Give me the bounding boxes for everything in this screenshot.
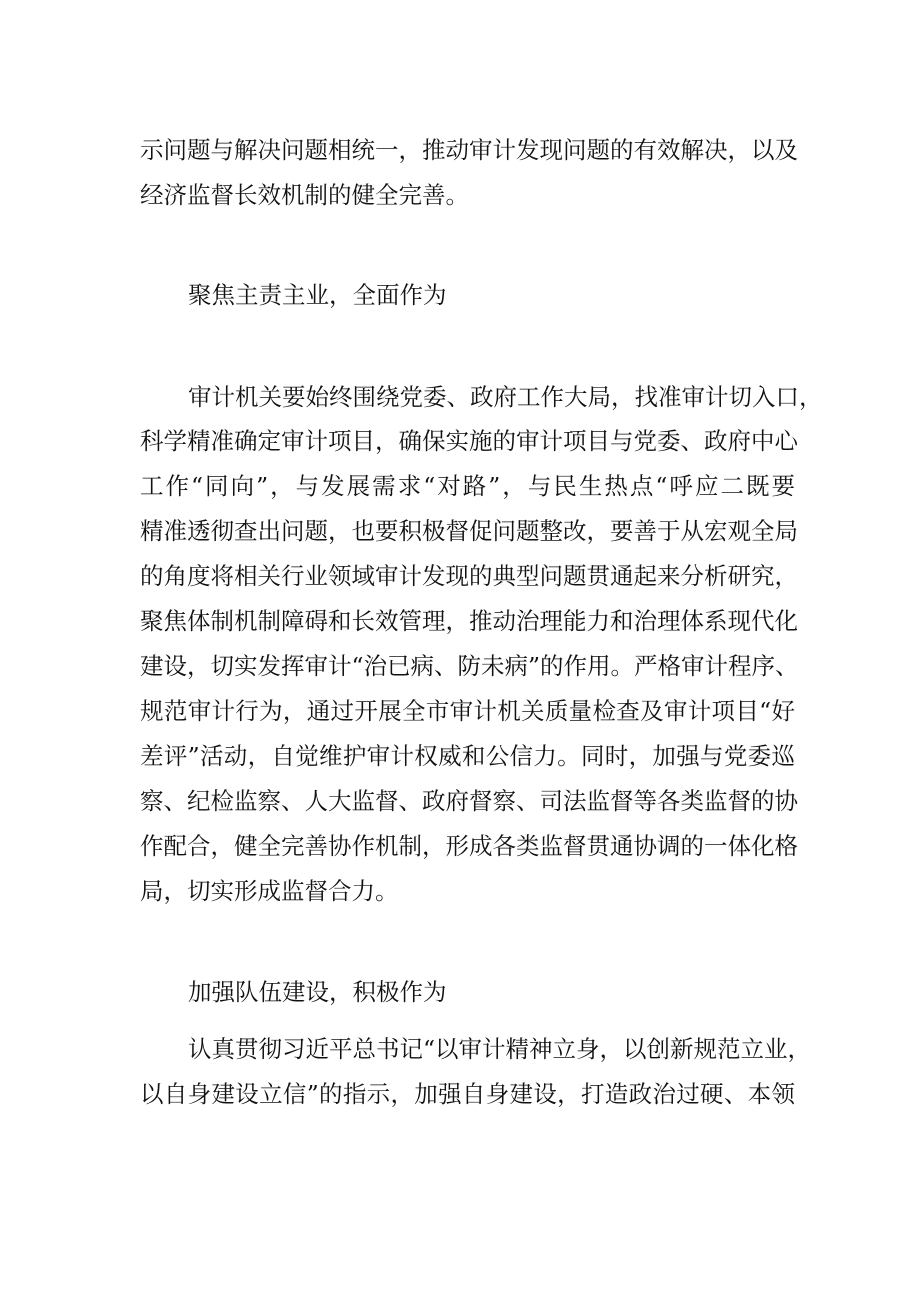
paragraph-line: 审计机关要始终围绕党委、政府工作大局，找准审计切入口， <box>188 383 823 411</box>
paragraph-line: 建设，切实发挥审计“治已病、防未病”的作用。严格审计程序、 <box>140 652 799 680</box>
paragraph-line: 以自身建设立信”的指示，加强自身建设，打造政治过硬、本领 <box>140 1080 795 1108</box>
paragraph-line: 聚焦体制机制障碍和长效管理，推动治理能力和治理体系现代化 <box>140 607 798 635</box>
paragraph-line: 局，切实形成监督合力。 <box>140 877 399 905</box>
paragraph-line: 示问题与解决问题相统一，推动审计发现问题的有效解决，以及 <box>140 136 798 164</box>
paragraph-line: 工作“同向”，与发展需求“对路”，与民生热点“呼应二既要 <box>140 472 795 500</box>
section-heading: 加强队伍建设，积极作为 <box>188 978 447 1006</box>
paragraph-line: 经济监督长效机制的健全完善。 <box>140 181 469 209</box>
paragraph-line: 差评”活动，自觉维护审计权威和公信力。同时，加强与党委巡 <box>140 742 795 770</box>
paragraph-line: 科学精准确定审计项目，确保实施的审计项目与党委、政府中心 <box>140 427 798 455</box>
paragraph-line: 察、纪检监察、人大监督、政府督察、司法监督等各类监督的协 <box>140 787 798 815</box>
paragraph-line: 作配合，健全完善协作机制，形成各类监督贯通协调的一体化格 <box>140 832 798 860</box>
paragraph-line: 精准透彻查出问题，也要积极督促问题整改，要善于从宏观全局 <box>140 517 798 545</box>
paragraph-line: 的角度将相关行业领域审计发现的典型问题贯通起来分析研究， <box>140 562 798 590</box>
paragraph-line: 认真贯彻习近平总书记“以审计精神立身，以创新规范立业， <box>188 1035 812 1063</box>
paragraph-line: 规范审计行为，通过开展全市审计机关质量检查及审计项目“好 <box>140 697 795 725</box>
section-heading: 聚焦主责主业，全面作为 <box>188 281 447 309</box>
